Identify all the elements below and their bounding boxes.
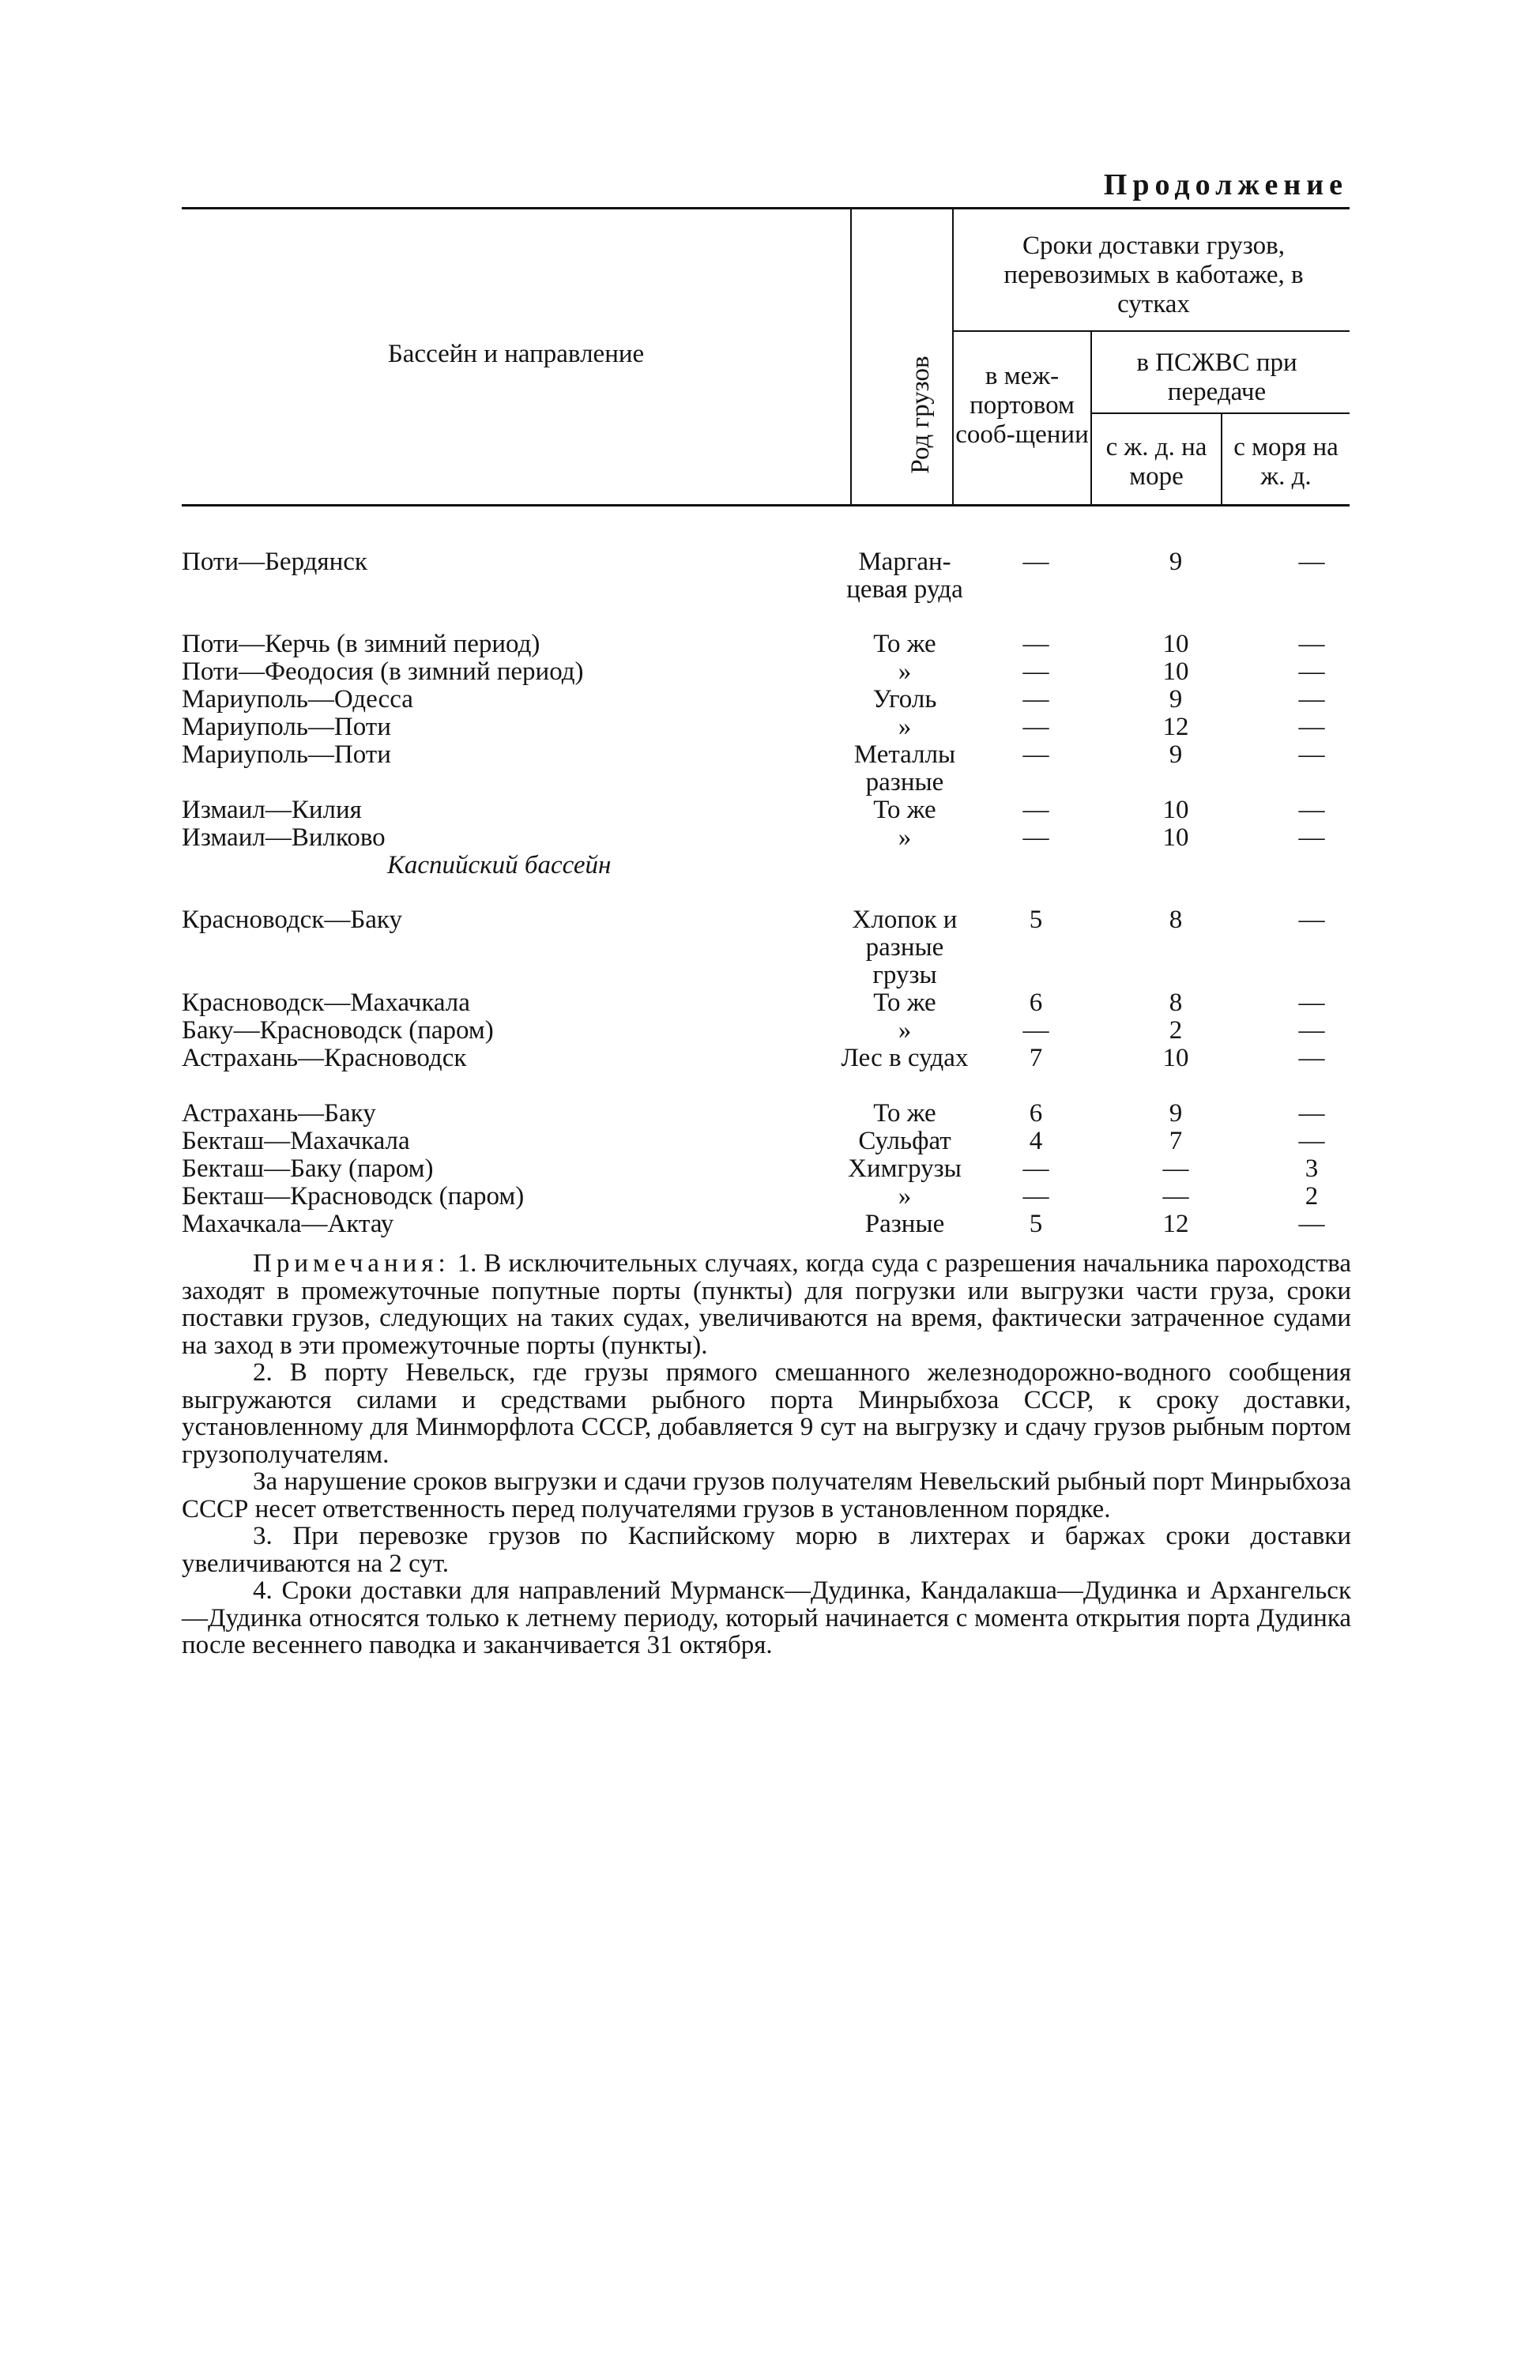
row-interport: — xyxy=(1022,823,1049,852)
row-sea-to-rail: — xyxy=(1298,548,1325,576)
row-rail-to-sea: — xyxy=(1162,1154,1189,1183)
note-1-text: 1. В исключительных случаях, когда суда с разрешения начальника пароходства заходят в промежуточные попутные порты (пункты) для погрузки или выгрузки части груза, сроки поставки грузов, следующих на таких судах, увеличиваются на время, фактически затраченное судами на заход в эти промежуточные порты (пункты). xyxy=(182,1249,1352,1360)
row-interport: — xyxy=(1022,1016,1049,1045)
row-sea-to-rail: — xyxy=(1298,1044,1325,1072)
row-direction: Поти—Феодосия (в зимний период) xyxy=(182,657,584,686)
row-sea-to-rail: — xyxy=(1298,713,1325,741)
row-rail-to-sea: 12 xyxy=(1162,1210,1189,1238)
note-3: 3. При перевозке грузов по Каспийскому морю в лихтерах и баржах сроки доставки увеличиваются на 2 сут. xyxy=(182,1522,1351,1578)
row-sea-to-rail: — xyxy=(1298,1127,1325,1155)
row-direction: Бекташ—Махачкала xyxy=(182,1127,410,1155)
row-cargo: То же xyxy=(873,989,936,1017)
header-delivery-terms: Сроки доставки грузов, перевозимых в каботаже, в сутках xyxy=(1003,232,1304,318)
table-subheader-rule-2 xyxy=(1090,412,1350,414)
row-interport: 6 xyxy=(1029,1099,1043,1128)
row-interport: — xyxy=(1022,548,1049,576)
table-subheader-rule-1 xyxy=(952,330,1350,332)
row-direction: Измаил—Килия xyxy=(182,796,362,824)
row-sea-to-rail: — xyxy=(1298,657,1325,686)
row-direction: Поти—Керчь (в зимний период) xyxy=(182,630,540,658)
row-rail-to-sea: 7 xyxy=(1169,1127,1183,1155)
row-cargo: » xyxy=(898,823,912,852)
table-col-divider-1 xyxy=(850,209,852,504)
row-rail-to-sea: 9 xyxy=(1169,685,1183,714)
row-sea-to-rail: — xyxy=(1298,1210,1325,1238)
row-sea-to-rail: — xyxy=(1298,823,1325,852)
row-rail-to-sea: 12 xyxy=(1162,713,1189,741)
row-cargo: То же xyxy=(873,796,936,824)
row-interport: — xyxy=(1022,657,1049,686)
section-caspian-title: Каспийский бассейн xyxy=(387,851,612,879)
row-sea-to-rail: — xyxy=(1298,630,1325,658)
note-1 xyxy=(182,1250,1351,1359)
row-rail-to-sea: 2 xyxy=(1169,1016,1183,1045)
row-cargo: Хлопок и разные грузы xyxy=(852,906,958,989)
row-sea-to-rail: 3 xyxy=(1305,1154,1319,1183)
row-rail-to-sea: 10 xyxy=(1162,823,1189,852)
table-header-bottom-rule xyxy=(182,504,1350,507)
table-top-rule xyxy=(182,207,1350,209)
row-direction: Красноводск—Баку xyxy=(182,906,403,934)
row-sea-to-rail: — xyxy=(1298,989,1325,1017)
row-direction: Мариуполь—Поти xyxy=(182,713,391,741)
row-rail-to-sea: 10 xyxy=(1162,630,1189,658)
row-direction: Бекташ—Баку (паром) xyxy=(182,1154,434,1183)
row-direction: Баку—Красноводск (паром) xyxy=(182,1016,494,1045)
row-interport: — xyxy=(1022,1154,1049,1183)
row-rail-to-sea: 9 xyxy=(1169,1099,1183,1128)
page-heading: Продолжение xyxy=(1103,168,1348,201)
row-cargo: Химгрузы xyxy=(848,1154,962,1183)
row-cargo: Марган-цевая руда xyxy=(846,548,963,604)
row-direction: Измаил—Вилково xyxy=(182,823,386,852)
row-interport: — xyxy=(1022,1182,1049,1211)
row-interport: 7 xyxy=(1029,1044,1043,1072)
row-sea-to-rail: — xyxy=(1298,906,1325,934)
row-cargo: То же xyxy=(873,630,936,658)
row-sea-to-rail: — xyxy=(1298,685,1325,714)
row-rail-to-sea: 9 xyxy=(1169,740,1183,769)
row-interport: 6 xyxy=(1029,989,1043,1017)
row-cargo: Разные xyxy=(864,1210,945,1238)
note-2b: За нарушение сроков выгрузки и сдачи грузов получателям Невельский рыбный порт Минрыбхоза СССР несет ответственность перед получателями грузов в установленном порядке. xyxy=(182,1467,1351,1523)
header-rail-to-sea: с ж. д. на море xyxy=(1105,433,1207,491)
row-interport: 4 xyxy=(1029,1127,1043,1155)
row-direction: Мариуполь—Поти xyxy=(182,740,391,769)
row-interport: 5 xyxy=(1029,1210,1043,1238)
header-direction: Бассейн и направление xyxy=(387,340,645,368)
row-sea-to-rail: 2 xyxy=(1305,1182,1319,1211)
row-sea-to-rail: — xyxy=(1298,1016,1325,1045)
row-direction: Астрахань—Красноводск xyxy=(182,1044,467,1072)
row-interport: 5 xyxy=(1029,906,1043,934)
row-rail-to-sea: 8 xyxy=(1169,906,1183,934)
row-cargo: То же xyxy=(873,1099,936,1128)
header-pszhvs: в ПСЖВС при передаче xyxy=(1136,348,1297,406)
row-cargo: » xyxy=(898,1016,912,1045)
table-col-divider-2 xyxy=(952,209,954,504)
row-cargo: Лес в судах xyxy=(841,1044,969,1072)
row-cargo: » xyxy=(898,657,912,686)
row-interport: — xyxy=(1022,685,1049,714)
row-rail-to-sea: 10 xyxy=(1162,657,1189,686)
row-rail-to-sea: 10 xyxy=(1162,1044,1189,1072)
row-rail-to-sea: — xyxy=(1162,1182,1189,1211)
row-sea-to-rail: — xyxy=(1298,1099,1325,1128)
row-cargo: » xyxy=(898,1182,912,1211)
notes xyxy=(182,1250,1351,1659)
row-direction: Бекташ—Красноводск (паром) xyxy=(182,1182,525,1211)
row-cargo: Уголь xyxy=(872,685,937,714)
header-interport: в меж-портовом сооб-щении xyxy=(955,362,1089,449)
row-rail-to-sea: 10 xyxy=(1162,796,1189,824)
notes-label: Примечания: xyxy=(253,1249,450,1278)
row-cargo: Сульфат xyxy=(858,1127,951,1155)
row-direction: Астрахань—Баку xyxy=(182,1099,376,1128)
row-interport: — xyxy=(1022,796,1049,824)
row-cargo: Металлы разные xyxy=(853,740,956,796)
row-rail-to-sea: 9 xyxy=(1169,548,1183,576)
row-cargo: » xyxy=(898,713,912,741)
row-interport: — xyxy=(1022,630,1049,658)
row-direction: Махачкала—Актау xyxy=(182,1210,394,1238)
row-sea-to-rail: — xyxy=(1298,740,1325,769)
header-sea-to-rail: с моря на ж. д. xyxy=(1233,433,1339,491)
row-interport: — xyxy=(1022,740,1049,769)
row-direction: Поти—Бердянск xyxy=(182,548,367,576)
row-rail-to-sea: 8 xyxy=(1169,989,1183,1017)
note-2: 2. В порту Невельск, где грузы прямого смешанного железнодорожно-водного сообщения выгружаются силами и средствами рыбного порта Минрыбхоза СССР, к сроку доставки, установленному для Минморфлота СССР, добавляется 9 сут на выгрузку и сдачу грузов рыбным портом грузополучателям. xyxy=(182,1358,1351,1469)
row-direction: Красноводск—Махачкала xyxy=(182,989,470,1017)
row-interport: — xyxy=(1022,713,1049,741)
note-4: 4. Сроки доставки для направлений Мурманск—Дудинка, Кандалакша—Дудинка и Архангельск—Дудинка относятся только к летнему периоду, который начинается с момента открытия порта Дудинка после весеннего паводка и заканчивается 31 октября. xyxy=(182,1576,1351,1659)
row-sea-to-rail: — xyxy=(1298,796,1325,824)
row-direction: Мариуполь—Одесса xyxy=(182,685,413,714)
